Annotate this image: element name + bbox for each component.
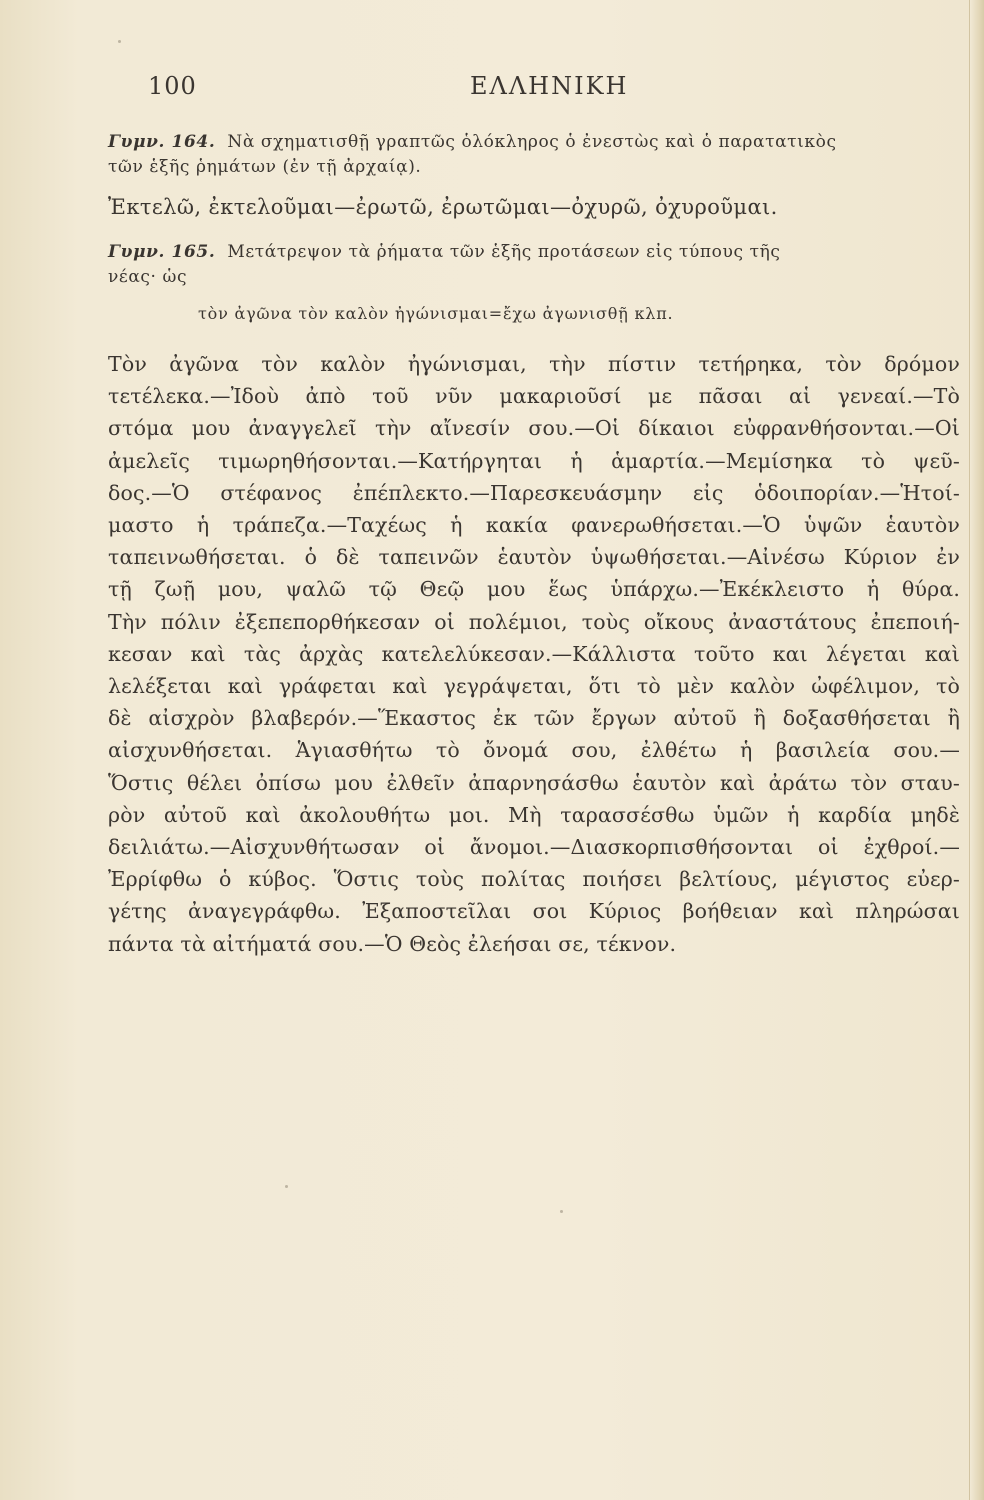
exercise-165-label: Γυμν. 165. (108, 242, 216, 262)
exercise-165-instruction: Μετάτρεψον τὰ ῥήματα τῶν ἑξῆς προτάσεων εἰς τύπους τῆς (227, 242, 781, 262)
text-line: Ἐρρίφθω ὁ κύβος. Ὅστις τοὺς πολίτας ποιήσει βελτίους, μέγιστος εὐερ- (108, 867, 960, 892)
exercise-165 (108, 240, 960, 290)
page-header (140, 72, 900, 112)
text-line: λελέξεται καὶ γράφεται καὶ γεγράψεται, ὅτι τὸ μὲν καλὸν ὠφέλιμον, τὸ (108, 674, 960, 699)
verb-list: Ἐκτελῶ, ἐκτελοῦμαι—ἐρωτῶ, ἐρωτῶμαι—ὀχυρῶ, ὀχυροῦμαι. (108, 195, 778, 219)
text-line: ταπεινωθήσεται. ὁ δὲ ταπεινῶν ἑαυτὸν ὑψωθήσεται.—Αἰνέσω Κύριον ἐν (108, 545, 960, 570)
page-number: 100 (148, 72, 197, 100)
text-line: Τὴν πόλιν ἐξεπεπορθήκεσαν οἱ πολέμιοι, τοὺς οἴκους ἀναστάτους ἐπεποιή- (108, 609, 960, 634)
text-line: πάντα τὰ αἰτήματά σου.—Ὁ Θεὸς ἐλεήσαι σε, τέκνον. (108, 931, 677, 956)
text-line: δος.—Ὁ στέφανος ἐπέπλεκτο.—Παρεσκευάσμην εἰς ὁδοιπορίαν.—Ἡτοί- (108, 480, 960, 505)
text-line: Ὅστις θέλει ὀπίσω μου ἐλθεῖν ἀπαρνησάσθω ἑαυτὸν καὶ ἀράτω τὸν σταυ- (108, 770, 960, 795)
text-line: δειλιάτω.—Αἰσχυνθήτωσαν οἱ ἄνομοι.—Διασκορπισθήσονται οἱ ἐχθροί.— (108, 835, 960, 860)
text-line: δὲ αἰσχρὸν βλαβερόν.—Ἕκαστος ἐκ τῶν ἔργων αὐτοῦ ἢ δοξασθήσεται ἢ (108, 706, 960, 731)
exercise-164 (108, 130, 960, 180)
paper-speck (560, 1210, 563, 1213)
sentence-block (108, 348, 960, 960)
exercise-165-instruction-cont: νέας· ὡς (108, 267, 188, 287)
text-line: τῇ ζωῇ μου, ψαλῶ τῷ Θεῷ μου ἕως ὑπάρχω.—Ἐκέκλειστο ἡ θύρα. (108, 577, 960, 602)
running-title: ΕΛΛΗΝΙΚΗ (470, 72, 629, 100)
text-line: Τὸν ἀγῶνα τὸν καλὸν ἠγώνισμαι, τὴν πίστιν τετήρηκα, τὸν δρόμον (108, 352, 960, 376)
text-line: μαστο ἡ τράπεζα.—Ταχέως ἡ κακία φανερωθήσεται.—Ὁ ὑψῶν ἑαυτὸν (108, 513, 960, 538)
text-line: αἰσχυνθήσεται. Ἁγιασθήτω τὸ ὄνομά σου, ἐλθέτω ἡ βασιλεία σου.— (108, 738, 960, 763)
paper-speck (285, 1185, 288, 1188)
page-body (108, 130, 960, 960)
exercise-164-label: Γυμν. 164. (108, 132, 216, 152)
exercise-164-instruction-cont: τῶν ἑξῆς ῥημάτων (ἐν τῇ ἀρχαίᾳ). (108, 157, 422, 177)
text-line: κεσαν καὶ τὰς ἀρχὰς κατελελύκεσαν.—Κάλλιστα τοῦτο και λέγεται καὶ (108, 641, 960, 666)
exercise-164-instruction: Νὰ σχηματισθῇ γραπτῶς ὁλόκληρος ὁ ἐνεστὼς καὶ ὁ παρατατικὸς (227, 132, 837, 152)
text-line: στόμα μου ἀναγγελεῖ τὴν αἴνεσίν σου.—Οἱ δίκαιοι εὐφρανθήσονται.—Οἱ (108, 416, 960, 441)
page-edge (969, 0, 984, 1500)
text-line: ρὸν αὐτοῦ καὶ ἀκολουθήτω μοι. Μὴ ταρασσέσθω ὑμῶν ἡ καρδία μηδὲ (108, 802, 960, 827)
model-sentence: τὸν ἀγῶνα τὸν καλὸν ἠγώνισμαι=ἔχω ἀγωνισθῇ κλπ. (198, 304, 674, 323)
text-line: γέτης ἀναγεγράφθω. Ἐξαποστεῖλαι σοι Κύριος βοήθειαν καὶ πληρώσαι (108, 899, 960, 924)
paper-speck (118, 40, 121, 43)
text-line: ἀμελεῖς τιμωρηθήσονται.—Κατήργηται ἡ ἁμαρτία.—Μεμίσηκα τὸ ψεῦ- (108, 448, 960, 473)
text-line: τετέλεκα.—Ἰδοὺ ἀπὸ τοῦ νῦν μακαριοῦσί με πᾶσαι αἱ γενεαί.—Τὸ (108, 384, 960, 409)
